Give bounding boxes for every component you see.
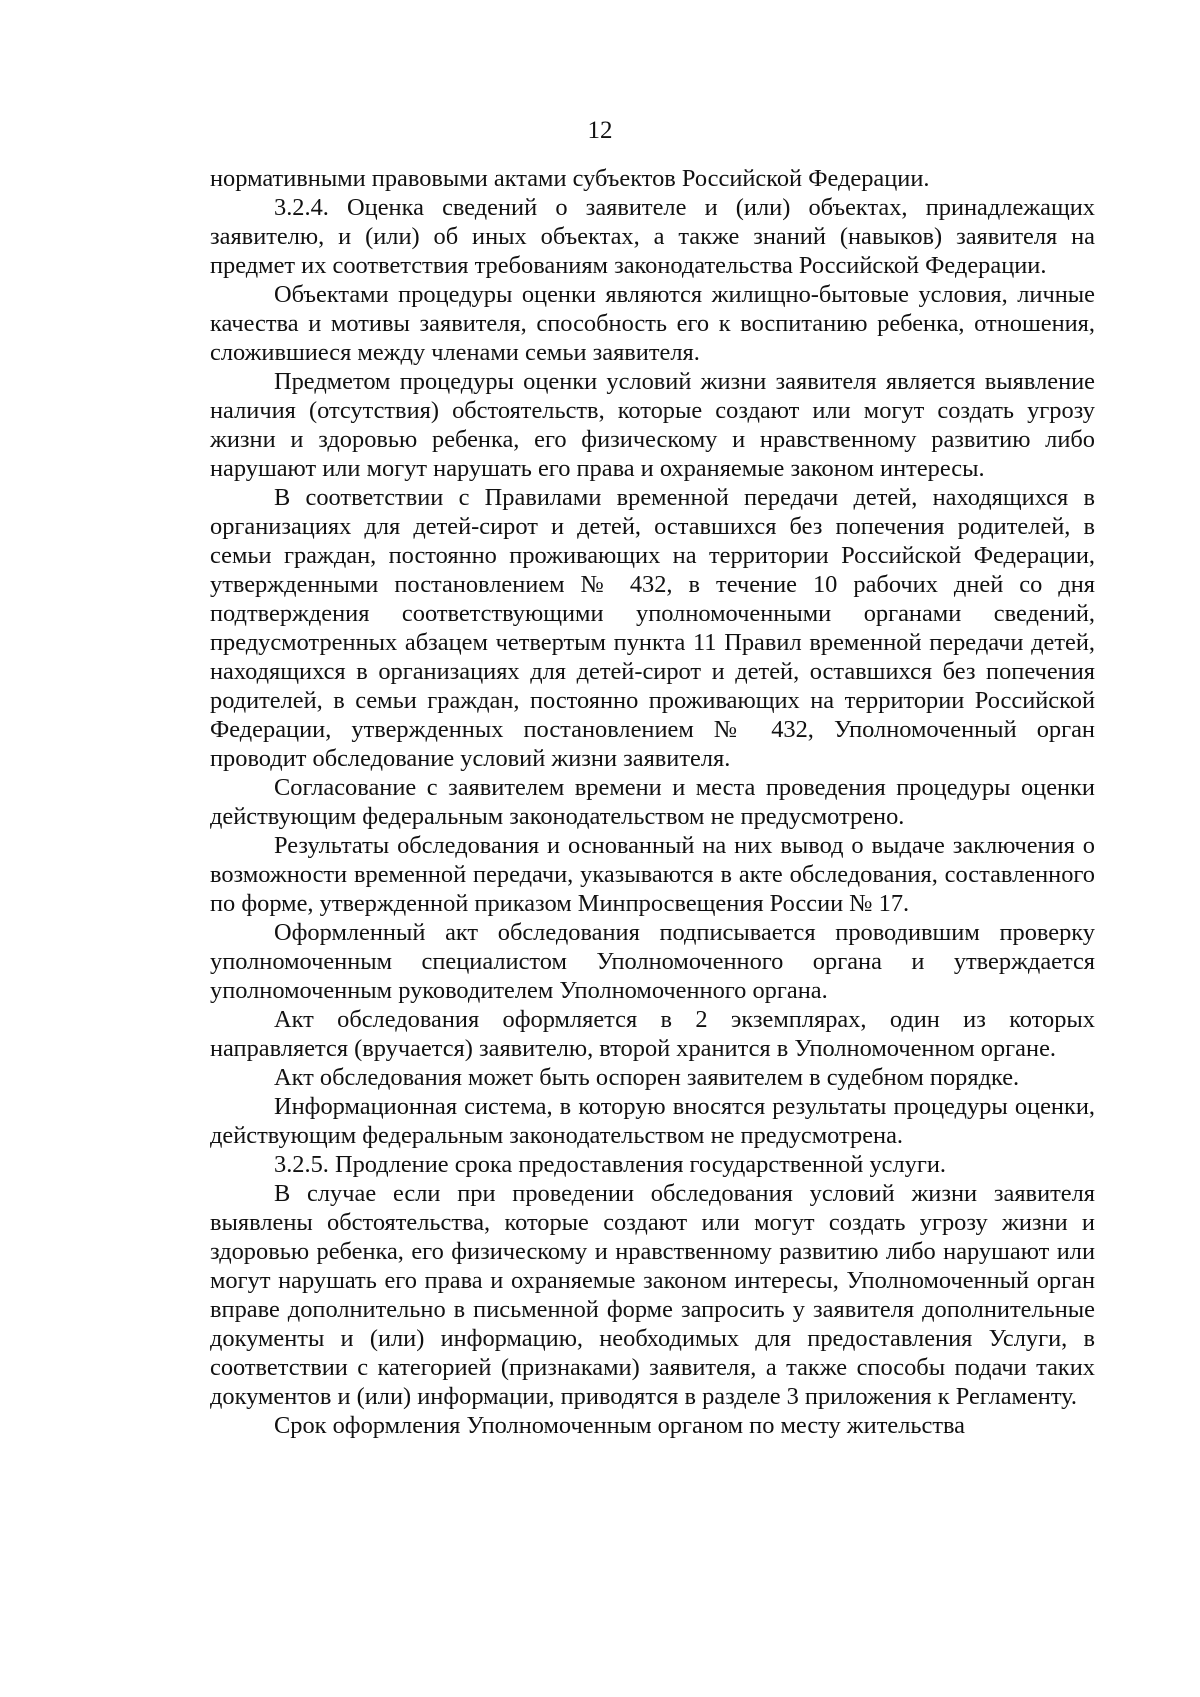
paragraph-act-copies: Акт обследования оформляется в 2 экземплярах, один из которых направляется (вручается) заявителю, второй хранится в Уполномоченном органе.: [210, 1006, 1095, 1062]
document-body: [210, 164, 1095, 1440]
page-number: 12: [587, 117, 613, 144]
paragraph-information-system: Информационная система, в которую вносятся результаты процедуры оценки, действующим федеральным законодательством не предусмотрена.: [210, 1093, 1095, 1149]
paragraph-processing-term: Срок оформления Уполномоченным органом по месту жительства: [274, 1412, 965, 1439]
paragraph-3-2-4-heading: 3.2.4. Оценка сведений о заявителе и (или) объектах, принадлежащих заявителю, и (или) об иных объектах, а также знаний (навыков) заявителя на предмет их соответствия требованиям законодательства Российской Федерации.: [210, 194, 1095, 279]
paragraph-act-appeal: Акт обследования может быть оспорен заявителем в судебном порядке.: [274, 1064, 1020, 1091]
paragraph-continuation: нормативными правовыми актами субъектов Российской Федерации.: [210, 165, 930, 192]
paragraph-assessment-objects: Объектами процедуры оценки являются жилищно-бытовые условия, личные качества и мотивы заявителя, способность его к воспитанию ребенка, отношения, сложившиеся между членами семьи заявителя.: [210, 281, 1095, 366]
paragraph-additional-documents: В случае если при проведении обследования условий жизни заявителя выявлены обстоятельства, которые создают или могут создать угрозу жизни и здоровью ребенка, его физическому и нравственному развитию либо нарушают или могут нарушать его права и охраняемые законом интересы, Уполномоченный орган вправе дополнительно в письменной форме запросить у заявителя дополнительные документы и (или) информацию, необходимых для предоставления Услуги, в соответствии с категорией (признаками) заявителя, а также способы подачи таких документов и (или) информации, приводятся в разделе 3 приложения к Регламенту.: [210, 1180, 1095, 1410]
paragraph-rules-reference: В соответствии с Правилами временной передачи детей, находящихся в организациях для детей-сирот и детей, оставшихся без попечения родителей, в семьи граждан, постоянно проживающих на территории Российской Федерации, утвержденными постановлением № 432, в течение 10 рабочих дней со дня подтверждения соответствующими уполномоченными органами сведений, предусмотренных абзацем четвертым пункта 11 Правил временной передачи детей, находящихся в организациях для детей-сирот и детей, оставшихся без попечения родителей, в семьи граждан, постоянно проживающих на территории Российской Федерации, утвержденных постановлением № 432, Уполномоченный орган проводит обследование условий жизни заявителя.: [210, 484, 1095, 772]
paragraph-inspection-results: Результаты обследования и основанный на них вывод о выдаче заключения о возможности временной передачи, указываются в акте обследования, составленного по форме, утвержденной приказом Минпросвещения России № 17.: [210, 832, 1095, 917]
paragraph-time-agreement: Согласование с заявителем времени и места проведения процедуры оценки действующим федеральным законодательством не предусмотрено.: [210, 774, 1095, 830]
paragraph-act-signing: Оформленный акт обследования подписывается проводившим проверку уполномоченным специалистом Уполномоченного органа и утверждается уполномоченным руководителем Уполномоченного органа.: [210, 919, 1095, 1004]
paragraph-3-2-5-heading: 3.2.5. Продление срока предоставления государственной услуги.: [274, 1151, 946, 1178]
paragraph-assessment-subject: Предметом процедуры оценки условий жизни заявителя является выявление наличия (отсутствия) обстоятельств, которые создают или могут создать угрозу жизни и здоровью ребенка, его физическому и нравственному развитию либо нарушают или могут нарушать его права и охраняемые законом интересы.: [210, 368, 1095, 482]
